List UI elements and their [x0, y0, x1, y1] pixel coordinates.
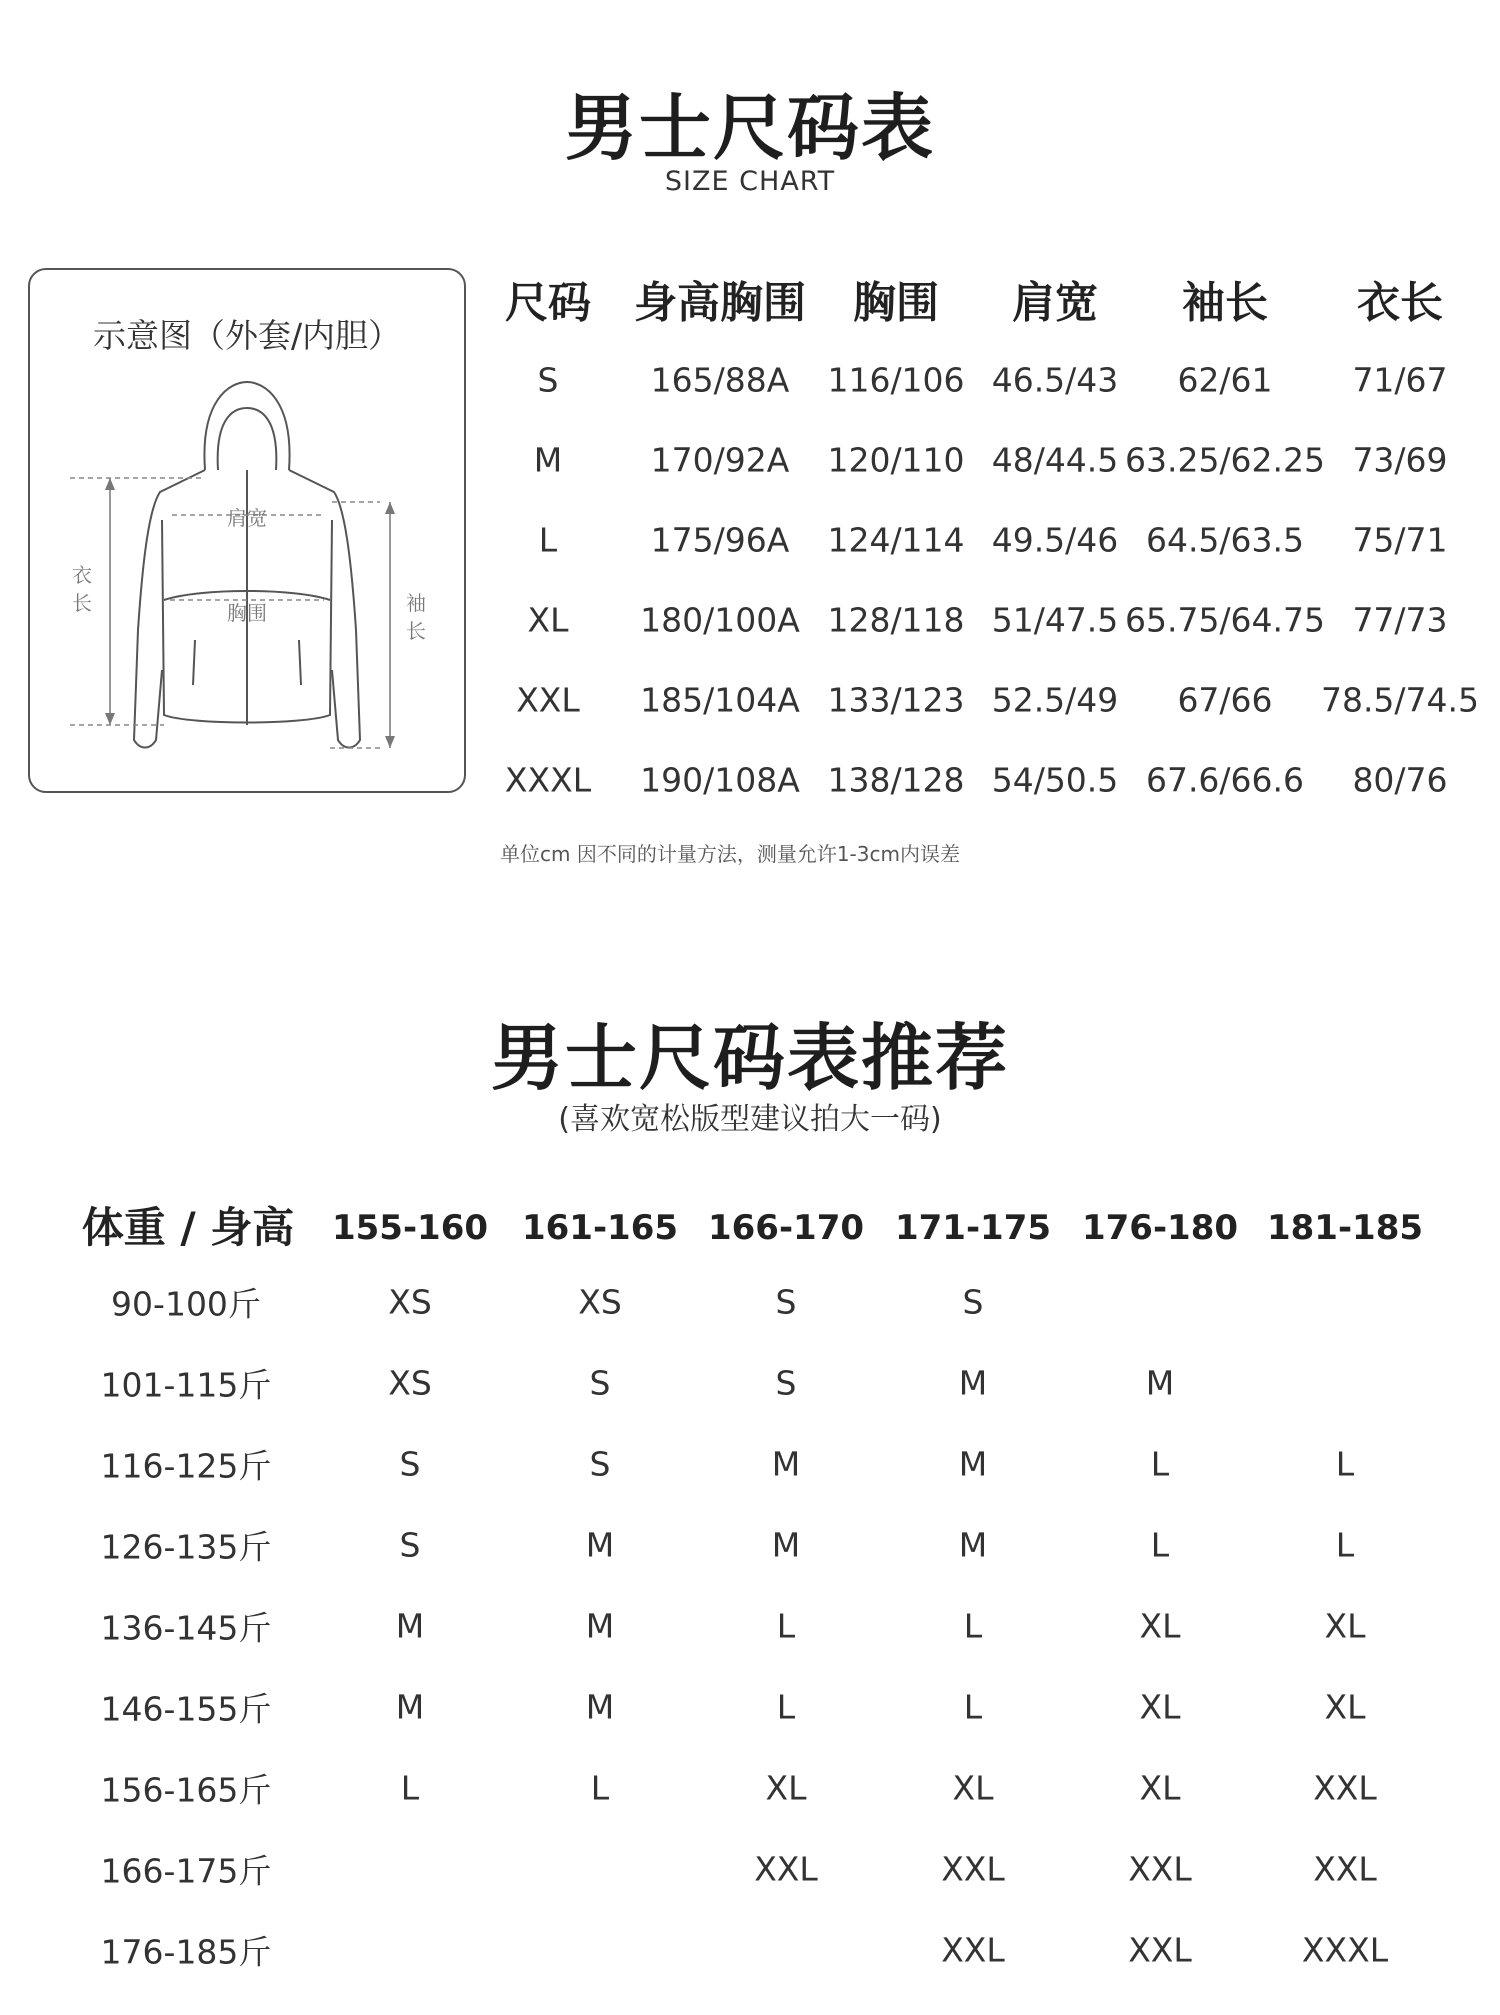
weight-label: 146-155斤 — [100, 1689, 272, 1729]
size-recommendation: S — [589, 1444, 611, 1484]
weight-label: 116-125斤 — [100, 1446, 272, 1486]
size-cell: 48/44.5 — [991, 440, 1119, 480]
size-recommendation: L — [963, 1606, 983, 1646]
size-header: 身高胸围 — [634, 278, 806, 329]
size-cell: 124/114 — [827, 520, 965, 560]
size-cell: 77/73 — [1352, 600, 1448, 640]
size-cell: 71/67 — [1352, 360, 1448, 400]
size-recommendation: S — [399, 1444, 421, 1484]
size-cell: 51/47.5 — [991, 600, 1119, 640]
size-recommendation: M — [771, 1525, 801, 1565]
weight-label: 101-115斤 — [100, 1365, 272, 1405]
size-recommendation: M — [1145, 1363, 1175, 1403]
size-recommendation: XL — [952, 1768, 994, 1808]
shoulder-label: 肩宽 — [227, 506, 267, 530]
size-header: 尺码 — [505, 278, 591, 329]
size-recommendation: M — [958, 1363, 988, 1403]
diagram-caption: 示意图（外套/内胆） — [92, 316, 402, 355]
size-recommendation: XXL — [941, 1849, 1005, 1889]
size-recommendation: XXL — [1128, 1930, 1192, 1970]
size-recommendation: S — [775, 1363, 797, 1403]
chest-label: 胸围 — [227, 601, 267, 625]
corner-header: 体重 / 身高 — [81, 1203, 295, 1252]
size-cell: 75/71 — [1352, 520, 1448, 560]
size-label: XL — [527, 600, 569, 640]
size-cell: 62/61 — [1177, 360, 1273, 400]
size-label: L — [538, 520, 558, 560]
size-label: XXXL — [504, 760, 592, 800]
size-cell: 120/110 — [827, 440, 965, 480]
size-header: 肩宽 — [1012, 278, 1098, 329]
size-cell: 73/69 — [1352, 440, 1448, 480]
size-recommendation: M — [585, 1525, 615, 1565]
weight-label: 176-185斤 — [100, 1932, 272, 1972]
size-cell: 165/88A — [650, 360, 790, 400]
jacket-diagram — [28, 268, 466, 793]
sleeve-label-1: 袖 — [406, 591, 426, 615]
size-cell: 64.5/63.5 — [1145, 520, 1305, 560]
size-recommendation: XXL — [1313, 1768, 1377, 1808]
size-cell: 80/76 — [1352, 760, 1448, 800]
size-recommendation: XXL — [1313, 1849, 1377, 1889]
size-label: S — [537, 360, 559, 400]
weight-label: 90-100斤 — [111, 1284, 261, 1324]
weight-label: 166-175斤 — [100, 1851, 272, 1891]
size-recommendation: XL — [1139, 1768, 1181, 1808]
size-recommendation: L — [1335, 1525, 1355, 1565]
size-recommendation: XL — [1324, 1687, 1366, 1727]
height-header: 176-180 — [1081, 1208, 1239, 1248]
size-chart-subtitle: SIZE CHART — [664, 166, 836, 197]
size-label: M — [533, 440, 563, 480]
height-header: 166-170 — [707, 1208, 865, 1248]
size-recommendation: M — [771, 1444, 801, 1484]
length-label-1: 衣 — [72, 563, 92, 587]
size-cell: 180/100A — [640, 600, 800, 640]
length-label-2: 长 — [72, 591, 92, 615]
size-cell: 138/128 — [827, 760, 965, 800]
size-cell: 133/123 — [827, 680, 965, 720]
size-recommendation: M — [395, 1687, 425, 1727]
weight-label: 126-135斤 — [100, 1527, 272, 1567]
size-cell: 170/92A — [650, 440, 790, 480]
size-recommendation: S — [962, 1282, 984, 1322]
size-cell: 54/50.5 — [991, 760, 1119, 800]
size-cell: 49.5/46 — [991, 520, 1119, 560]
measurement-note: 单位cm 因不同的计量方法，测量允许1-3cm内误差 — [500, 842, 960, 866]
size-cell: 128/118 — [827, 600, 965, 640]
sleeve-label-2: 长 — [406, 619, 426, 643]
recommend-subtitle: (喜欢宽松版型建议拍大一码) — [558, 1102, 942, 1137]
size-cell: 116/106 — [827, 360, 965, 400]
size-recommendation: L — [1150, 1444, 1170, 1484]
size-recommendation: XXL — [754, 1849, 818, 1889]
size-cell: 63.25/62.25 — [1124, 440, 1326, 480]
size-recommendation: L — [776, 1606, 796, 1646]
size-header: 胸围 — [853, 278, 939, 329]
size-recommendation: XS — [388, 1282, 432, 1322]
height-header: 155-160 — [331, 1208, 489, 1248]
size-recommendation: L — [590, 1768, 610, 1808]
size-recommendation: S — [399, 1525, 421, 1565]
size-recommendation: L — [400, 1768, 420, 1808]
size-recommendation: XXL — [941, 1930, 1005, 1970]
size-recommendation: XS — [578, 1282, 622, 1322]
size-recommendation: XL — [765, 1768, 807, 1808]
size-header: 衣长 — [1357, 278, 1443, 329]
size-recommendation: L — [776, 1687, 796, 1727]
size-recommendation: XL — [1324, 1606, 1366, 1646]
recommend-title: 男士尺码表推荐 — [490, 1016, 1009, 1100]
size-label: XXL — [516, 680, 580, 720]
size-recommendation: L — [963, 1687, 983, 1727]
height-header: 181-185 — [1266, 1208, 1424, 1248]
size-recommendation: XXL — [1128, 1849, 1192, 1889]
jacket-illustration — [30, 270, 464, 791]
size-recommendation: S — [775, 1282, 797, 1322]
size-recommendation: M — [585, 1606, 615, 1646]
size-cell: 67.6/66.6 — [1145, 760, 1305, 800]
size-cell: 175/96A — [650, 520, 790, 560]
size-recommendation: M — [585, 1687, 615, 1727]
size-cell: 185/104A — [640, 680, 800, 720]
height-header: 161-165 — [521, 1208, 679, 1248]
size-cell: 46.5/43 — [991, 360, 1119, 400]
size-cell: 190/108A — [640, 760, 800, 800]
size-cell: 52.5/49 — [991, 680, 1119, 720]
size-recommendation: S — [589, 1363, 611, 1403]
size-recommendation: XL — [1139, 1606, 1181, 1646]
height-header: 171-175 — [894, 1208, 1052, 1248]
size-header: 袖长 — [1182, 278, 1268, 329]
size-recommendation: XL — [1139, 1687, 1181, 1727]
size-cell: 78.5/74.5 — [1320, 680, 1480, 720]
size-recommendation: M — [958, 1444, 988, 1484]
size-recommendation: M — [395, 1606, 425, 1646]
size-cell: 67/66 — [1177, 680, 1273, 720]
weight-label: 156-165斤 — [100, 1770, 272, 1810]
size-chart-title: 男士尺码表 — [564, 86, 935, 170]
weight-label: 136-145斤 — [100, 1608, 272, 1648]
size-cell: 65.75/64.75 — [1124, 600, 1326, 640]
size-recommendation: L — [1150, 1525, 1170, 1565]
size-recommendation: M — [958, 1525, 988, 1565]
size-recommendation: XS — [388, 1363, 432, 1403]
size-recommendation: L — [1335, 1444, 1355, 1484]
size-recommendation: XXXL — [1301, 1930, 1389, 1970]
